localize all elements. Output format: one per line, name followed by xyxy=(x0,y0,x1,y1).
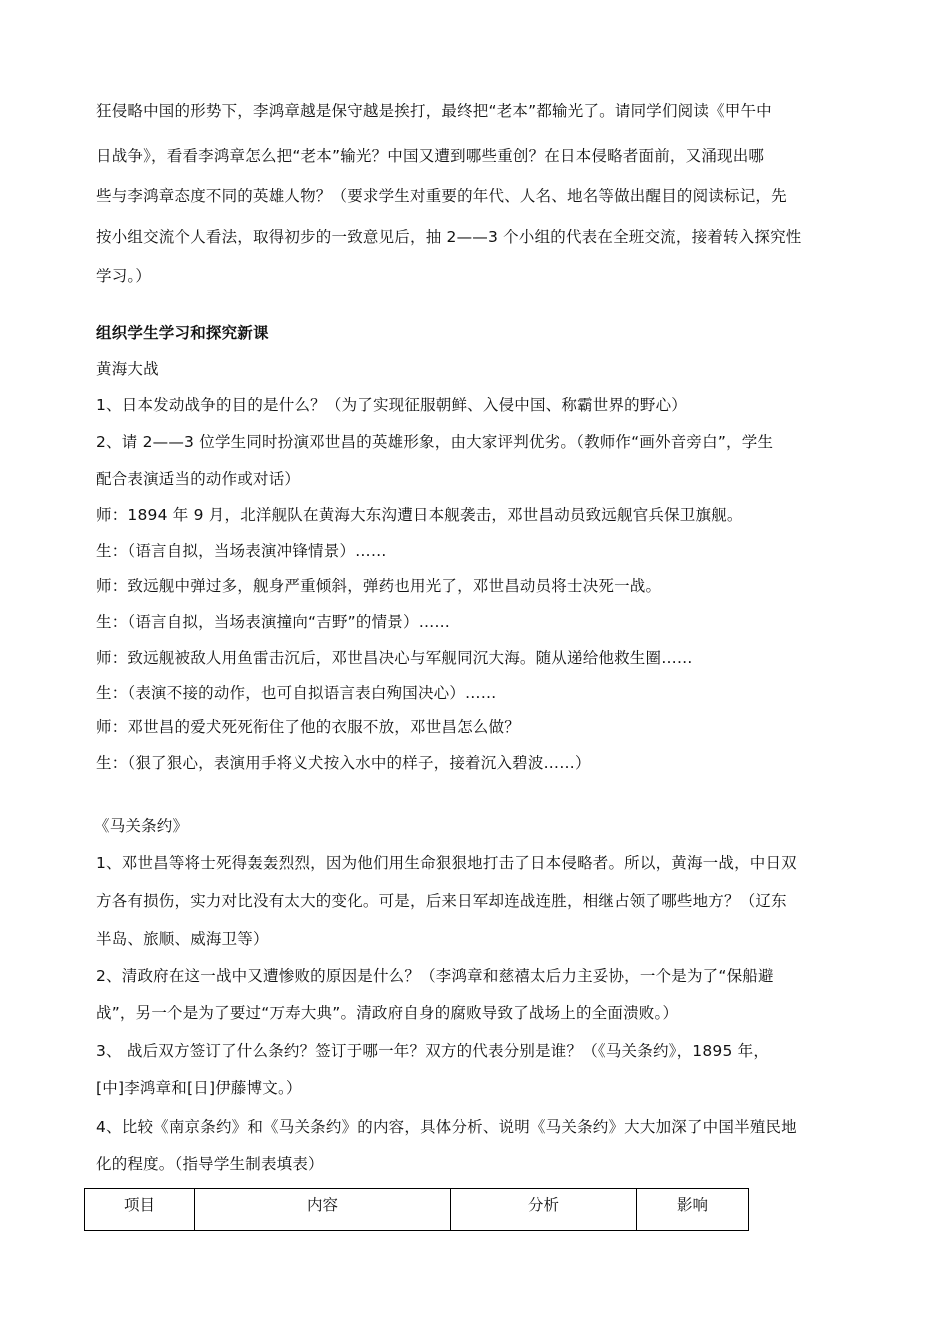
subsection-heading: 黄海大战 xyxy=(96,360,159,378)
dialogue-line: 师：1894 年 9 月，北洋舰队在黄海大东沟遭日本舰袭击，邓世昌动员致远舰官兵保卫旗舰。 xyxy=(96,506,743,524)
comparison-table xyxy=(84,1188,749,1231)
question-line: 1、邓世昌等将士死得轰轰烈烈，因为他们用生命狠狠地打击了日本侵略者。所以，黄海一战，中日双 xyxy=(96,854,797,872)
question-line: 2、清政府在这一战中又遭惨败的原因是什么？（李鸿章和慈禧太后力主妥协，一个是为了“保船避 xyxy=(96,967,774,985)
dialogue-line: 生：（表演不接的动作，也可自拟语言表白殉国决心）…… xyxy=(96,684,497,702)
dialogue-line: 生：（语言自拟，当场表演冲锋情景）…… xyxy=(96,542,387,560)
table-header-cell: 项目 xyxy=(85,1189,195,1231)
paragraph-line: 日战争》，看看李鸿章怎么把“老本”输光？中国又遭到哪些重创？在日本侵略者面前，又涌现出哪 xyxy=(96,147,765,165)
paragraph-line: 配合表演适当的动作或对话） xyxy=(96,470,301,488)
subsection-heading: 《马关条约》 xyxy=(94,817,189,835)
paragraph-line: 战”，另一个是为了要过“万寿大典”。清政府自身的腐败导致了战场上的全面溃败。） xyxy=(96,1004,679,1022)
paragraph-line: 方各有损伤，实力对比没有太大的变化。可是，后来日军却连战连胜，相继占领了哪些地方？（辽东 xyxy=(96,892,787,910)
question-line: 1、日本发动战争的目的是什么？（为了实现征服朝鲜、入侵中国、称霸世界的野心） xyxy=(96,396,687,414)
dialogue-line: 生：（狠了狠心，表演用手将义犬按入水中的样子，接着沉入碧波……） xyxy=(96,754,591,772)
table-header-row xyxy=(85,1189,749,1231)
paragraph-line: 按小组交流个人看法，取得初步的一致意见后，抽 2——3 个小组的代表在全班交流，接着转入探究性 xyxy=(96,228,802,246)
paragraph-line: 些与李鸿章态度不同的英雄人物？（要求学生对重要的年代、人名、地名等做出醒目的阅读标记，先 xyxy=(96,187,787,205)
table-header-cell: 内容 xyxy=(195,1189,451,1231)
paragraph-line: 半岛、旅顺、威海卫等） xyxy=(96,930,269,948)
paragraph-line: 狂侵略中国的形势下，李鸿章越是保守越是挨打，最终把“老本”都输光了。请同学们阅读《甲午中 xyxy=(96,102,772,120)
dialogue-line: 生：（语言自拟，当场表演撞向“吉野”的情景）…… xyxy=(96,613,451,631)
question-line: 2、请 2——3 位学生同时扮演邓世昌的英雄形象，由大家评判优劣。（教师作“画外音旁白”，学生 xyxy=(96,433,774,451)
dialogue-line: 师：致远舰被敌人用鱼雷击沉后，邓世昌决心与军舰同沉大海。随从递给他救生圈…… xyxy=(96,649,693,667)
dialogue-line: 师：致远舰中弹过多，舰身严重倾斜，弹药也用光了，邓世昌动员将士决死一战。 xyxy=(96,577,662,595)
question-line: 3、 战后双方签订了什么条约？签订于哪一年？双方的代表分别是谁？（《马关条约》，1895 年， xyxy=(96,1042,770,1060)
paragraph-line: 学习。） xyxy=(96,267,152,285)
paragraph-line: [中]李鸿章和[日]伊藤博文。） xyxy=(96,1079,302,1097)
dialogue-line: 师：邓世昌的爱犬死死衔住了他的衣服不放，邓世昌怎么做？ xyxy=(96,718,520,736)
section-heading: 组织学生学习和探究新课 xyxy=(96,324,269,342)
question-line: 4、比较《南京条约》和《马关条约》的内容，具体分析、说明《马关条约》大大加深了中国半殖民地 xyxy=(96,1118,797,1136)
paragraph-line: 化的程度。（指导学生制表填表） xyxy=(96,1155,324,1173)
table-header-cell: 分析 xyxy=(451,1189,637,1231)
table-header-cell: 影响 xyxy=(637,1189,749,1231)
